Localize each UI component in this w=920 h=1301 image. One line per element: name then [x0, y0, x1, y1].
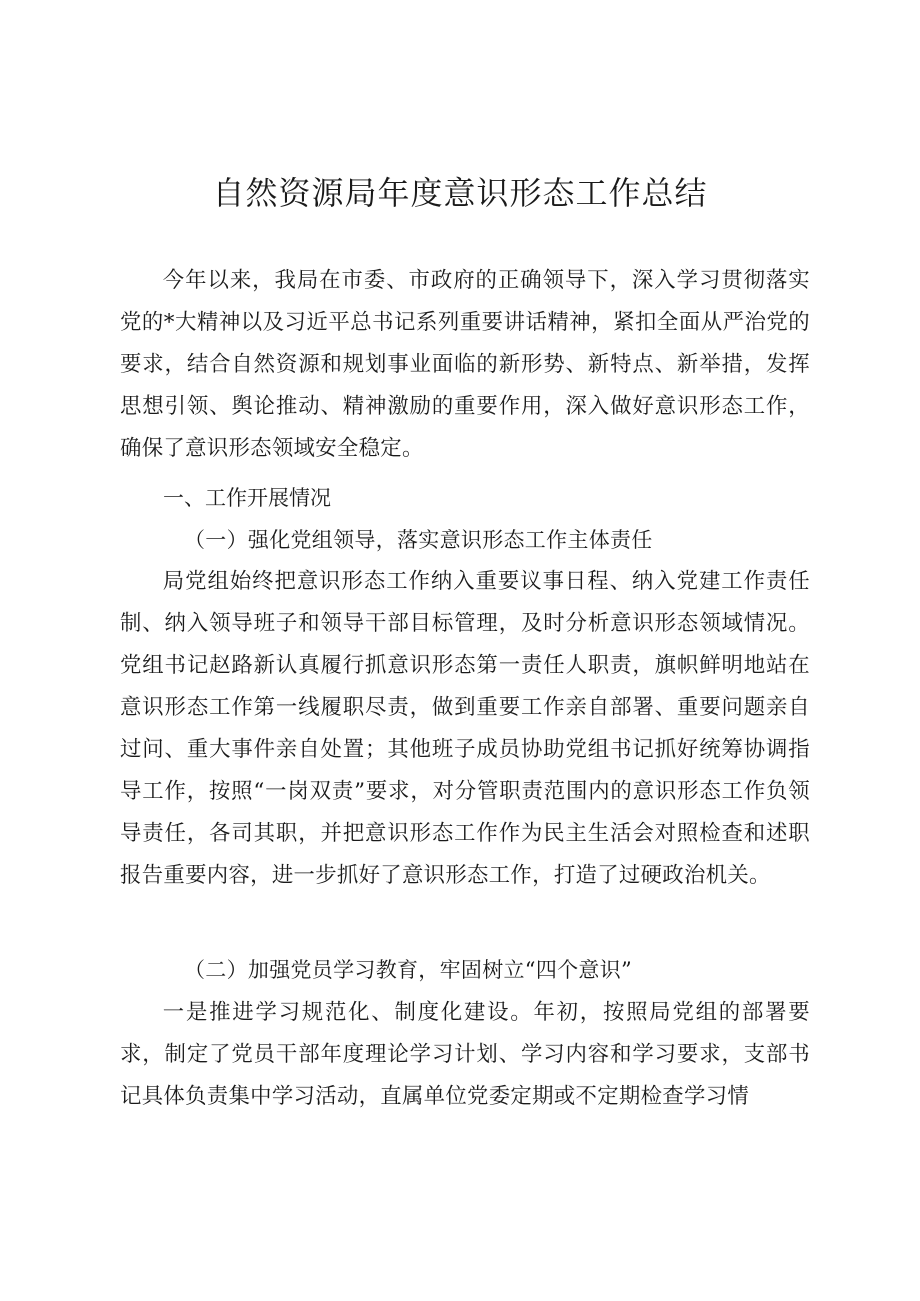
section-heading-1: 一、工作开展情况	[163, 486, 331, 510]
subsection-heading-1: （一）强化党组领导，落实意识形态工作主体责任	[184, 528, 653, 552]
intro-paragraph: 今年以来，我局在市委、市政府的正确领导下，深入学习贯彻落实党的*大精神以及习近平总书记系列重要讲话精神，紧扣全面从严治党的要求，结合自然资源和规划事业面临的新形势、新特点、新举措，发挥思想引领、舆论推动、精神激励的重要作用，深入做好意识形态工作，确保了意识形态领域安全稳定。	[120, 268, 810, 461]
subsection-heading-2: （二）加强党员学习教育，牢固树立“四个意识”	[184, 958, 633, 982]
subsection-body-1: 局党组始终把意识形态工作纳入重要议事日程、纳入党建工作责任制、纳入领导班子和领导干部目标管理，及时分析意识形态领域情况。党组书记赵路新认真履行抓意识形态第一责任人职责，旗帜鲜明地站在意识形态工作第一线履职尽责，做到重要工作亲自部署、重要问题亲自过问、重大事件亲自处置；其他班子成员协助党组书记抓好统筹协调指导工作，按照“一岗双责”要求，对分管职责范围内的意识形态工作负领导责任，各司其职，并把意识形态工作作为民主生活会对照检查和述职报告重要内容，进一步抓好了意识形态工作，打造了过硬政治机关。	[120, 569, 810, 888]
document-title: 自然资源局年度意识形态工作总结	[212, 174, 708, 212]
subsection-body-2: 一是推进学习规范化、制度化建设。年初，按照局党组的部署要求，制定了党员干部年度理论学习计划、学习内容和学习要求，支部书记具体负责集中学习活动，直属单位党委定期或不定期检查学习情	[120, 1000, 810, 1109]
